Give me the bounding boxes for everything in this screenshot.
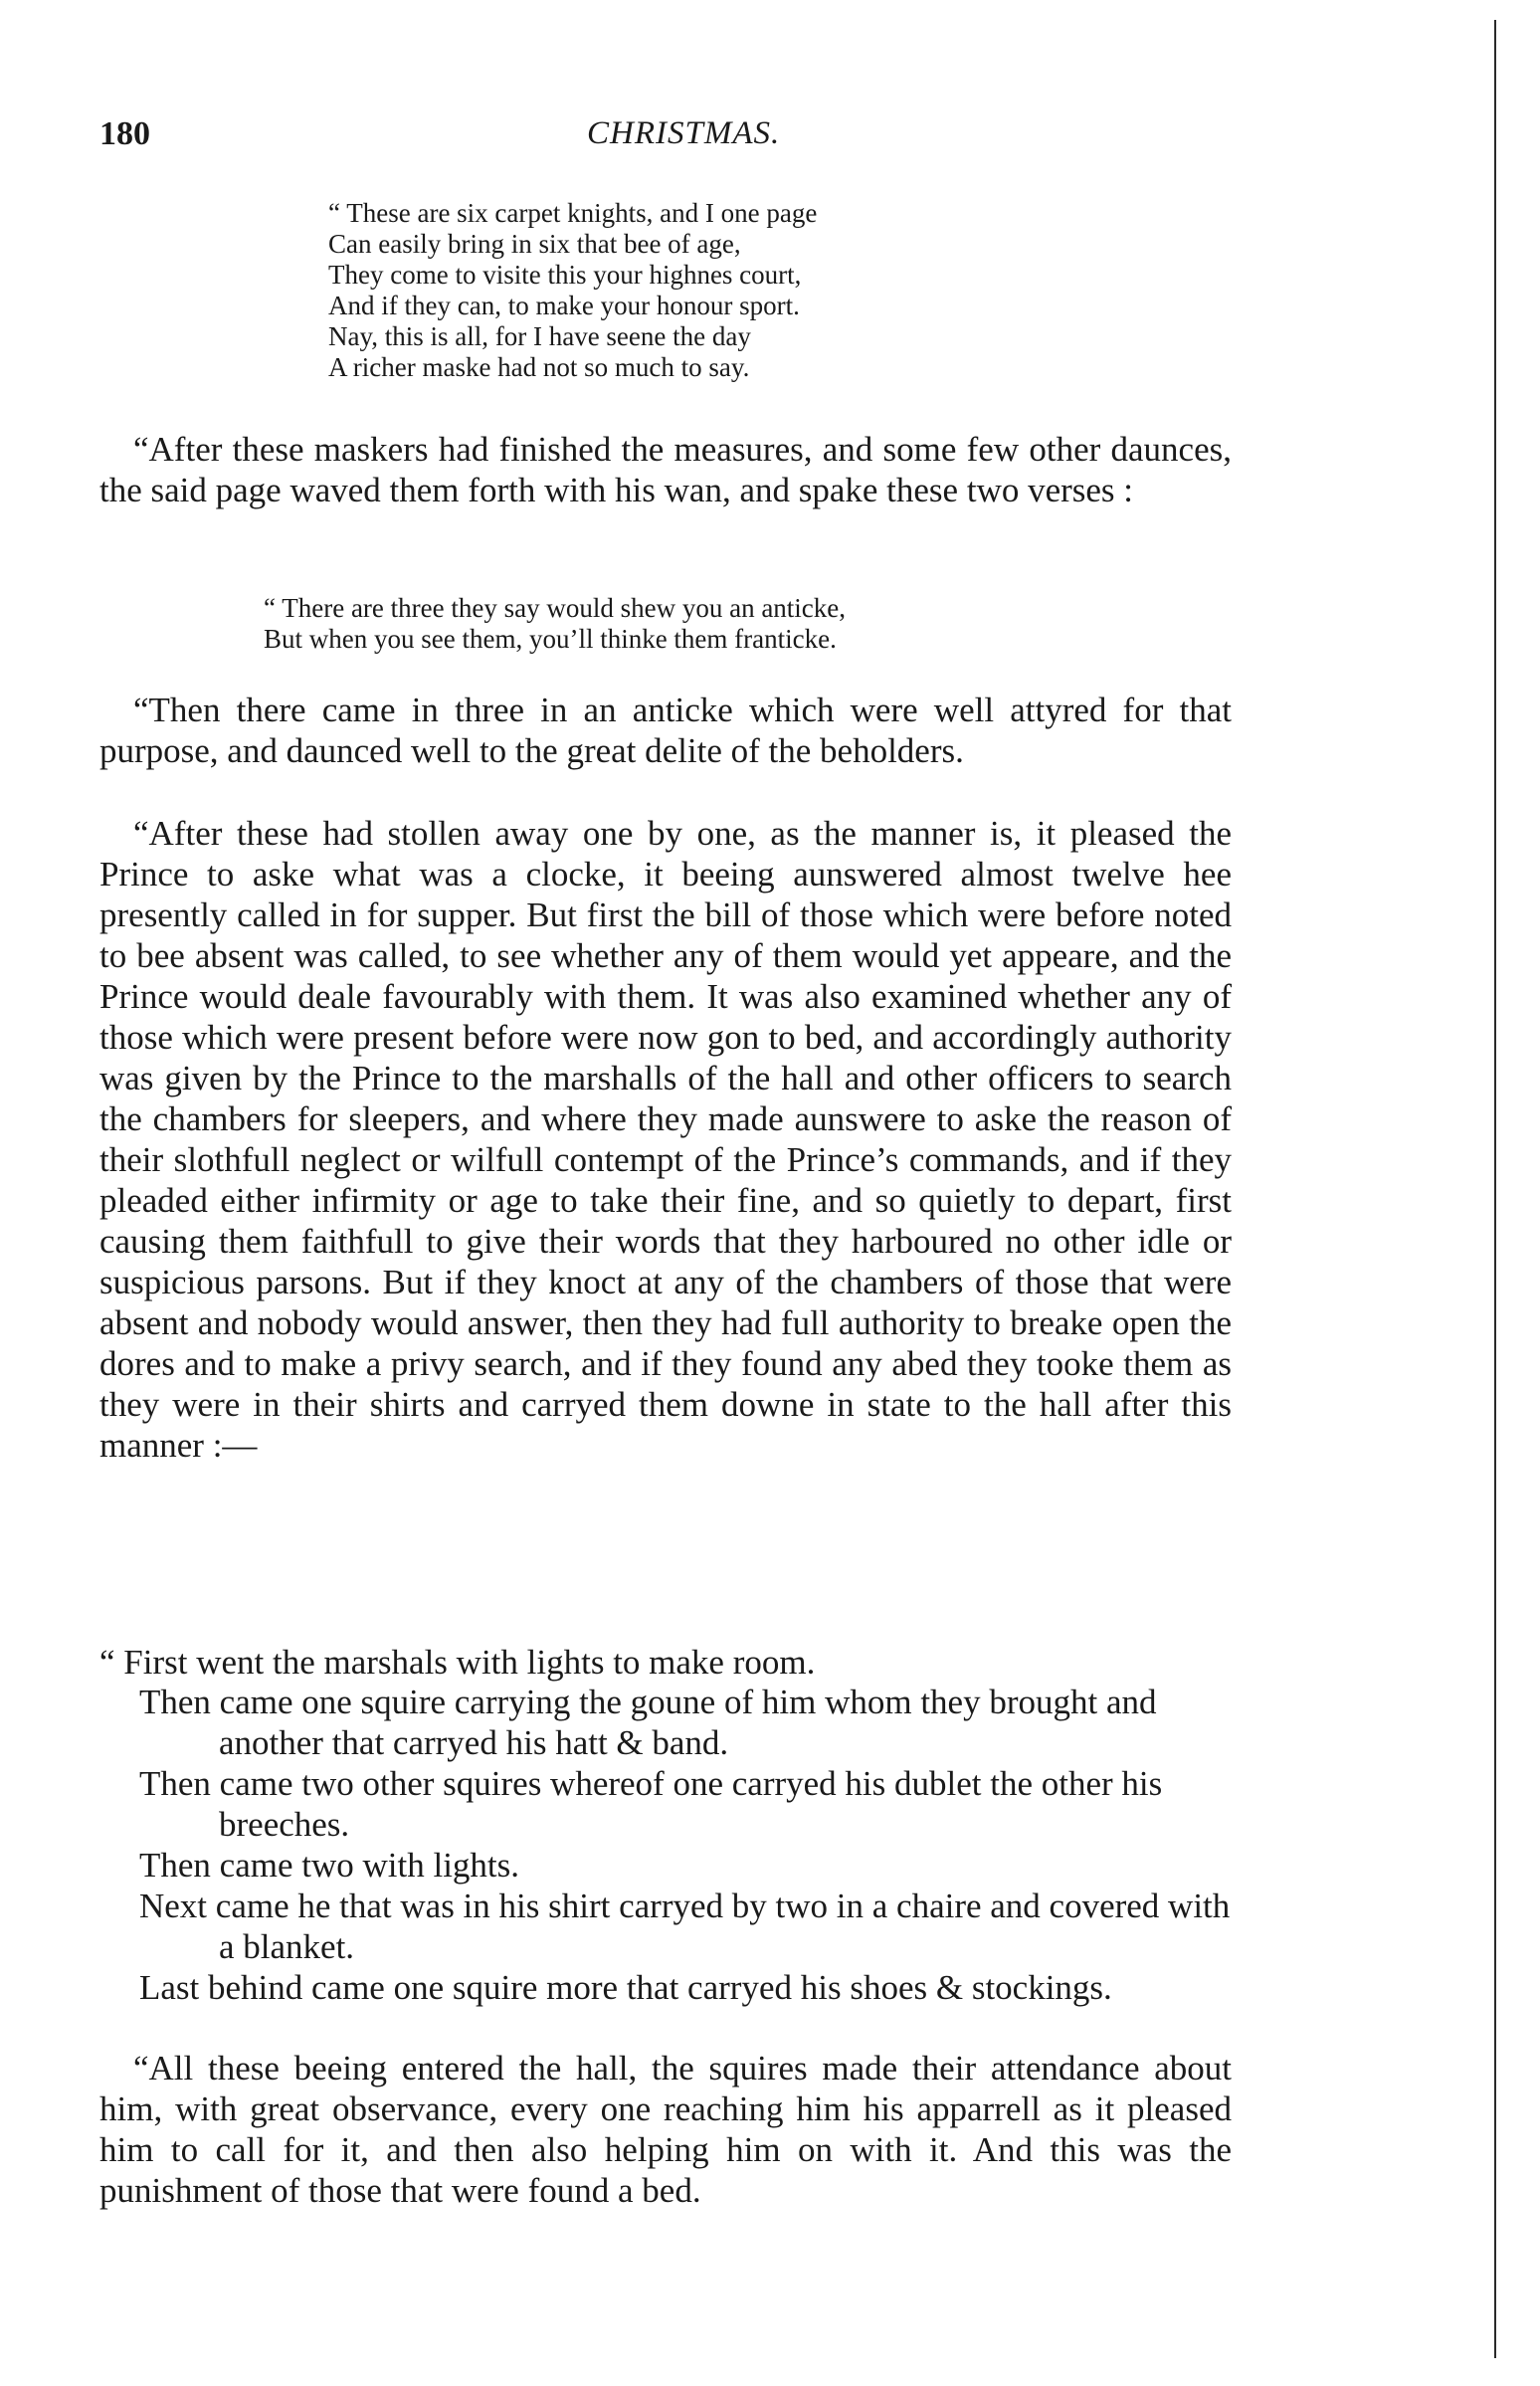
verse-line: And if they can, to make your honour sport. xyxy=(328,291,800,320)
procession-item: Then came one squire carrying the goune of him whom they brought and another that carryed his hatt & band. xyxy=(139,1683,1157,1762)
verse-line: Can easily bring in six that bee of age, xyxy=(328,229,741,259)
procession-list xyxy=(139,1682,1234,2008)
verse-line: A richer maske had not so much to say. xyxy=(328,352,750,382)
running-head: CHRISTMAS. xyxy=(587,115,781,151)
verse-block-2 xyxy=(264,593,846,655)
verse-line: “ These are six carpet knights, and I one page xyxy=(328,198,818,228)
verse-block-1 xyxy=(328,198,817,383)
paragraph-punishment: “All these beeing entered the hall, the squires made their attendance about him, with great observance, every one reaching him his apparrell as it pleased him to call for it, and then also helping him on with it. And this was the punishment of those that were found a bed. xyxy=(99,2049,1232,2210)
procession-item: Then came two with lights. xyxy=(139,1846,520,1885)
verse-line: They come to visite this your highnes court, xyxy=(328,260,802,290)
procession-item: Then came two other squires whereof one carryed his dublet the other his breeches. xyxy=(139,1764,1163,1844)
verse-line: But when you see them, you’ll thinke them franticke. xyxy=(264,624,837,654)
paragraph-after-maskers: “After these maskers had finished the measures, and some few other daunces, the said page waved them forth with his wan, and spake these two verses : xyxy=(99,430,1232,509)
page-edge-line xyxy=(1494,20,1496,2358)
paragraph-search: “After these had stollen away one by one, as the manner is, it pleased the Prince to aske what was a clocke, it beeing aunswered almost twelve hee presently called in for supper. But first the bill of those which were before noted to bee absent was called, to see whether any of them would yet appeare, and the Prince would deale favourably with them. It was also examined whether any of those which were present before were now gon to bed, and accordingly authority was given by the Prince to the marshalls of the hall and other officers to search the chambers for sleepers, and where they made aunswere to aske the reason of their slothfull neglect or wilfull contempt of the Prince’s commands, and if they pleaded either infirmity or age to take their fine, and so quietly to depart, first causing them faithfull to give their words that they harboured no other idle or suspicious parsons. But if they knoct at any of the chambers of those that were absent and nobody would answer, then they had full authority to breake open the dores and to make a privy search, and if they found any abed they tooke them as they were in their shirts and carryed them downe in state to the hall after this manner :— xyxy=(99,814,1232,1465)
paragraph-procession-intro: “ First went the marshals with lights to make room. xyxy=(99,1643,816,1682)
verse-line: “ There are three they say would shew you an anticke, xyxy=(264,593,847,623)
procession-item: Next came he that was in his shirt carryed by two in a chaire and covered with a blanket. xyxy=(139,1887,1231,1966)
paragraph-anticke: “Then there came in three in an anticke which were well attyred for that purpose, and daunced well to the great delite of the beholders. xyxy=(99,691,1232,770)
procession-item: Last behind came one squire more that carryed his shoes & stockings. xyxy=(139,1968,1112,2007)
page-header xyxy=(99,115,1234,165)
verse-line: Nay, this is all, for I have seene the day xyxy=(328,321,751,351)
page-number: 180 xyxy=(99,115,150,152)
